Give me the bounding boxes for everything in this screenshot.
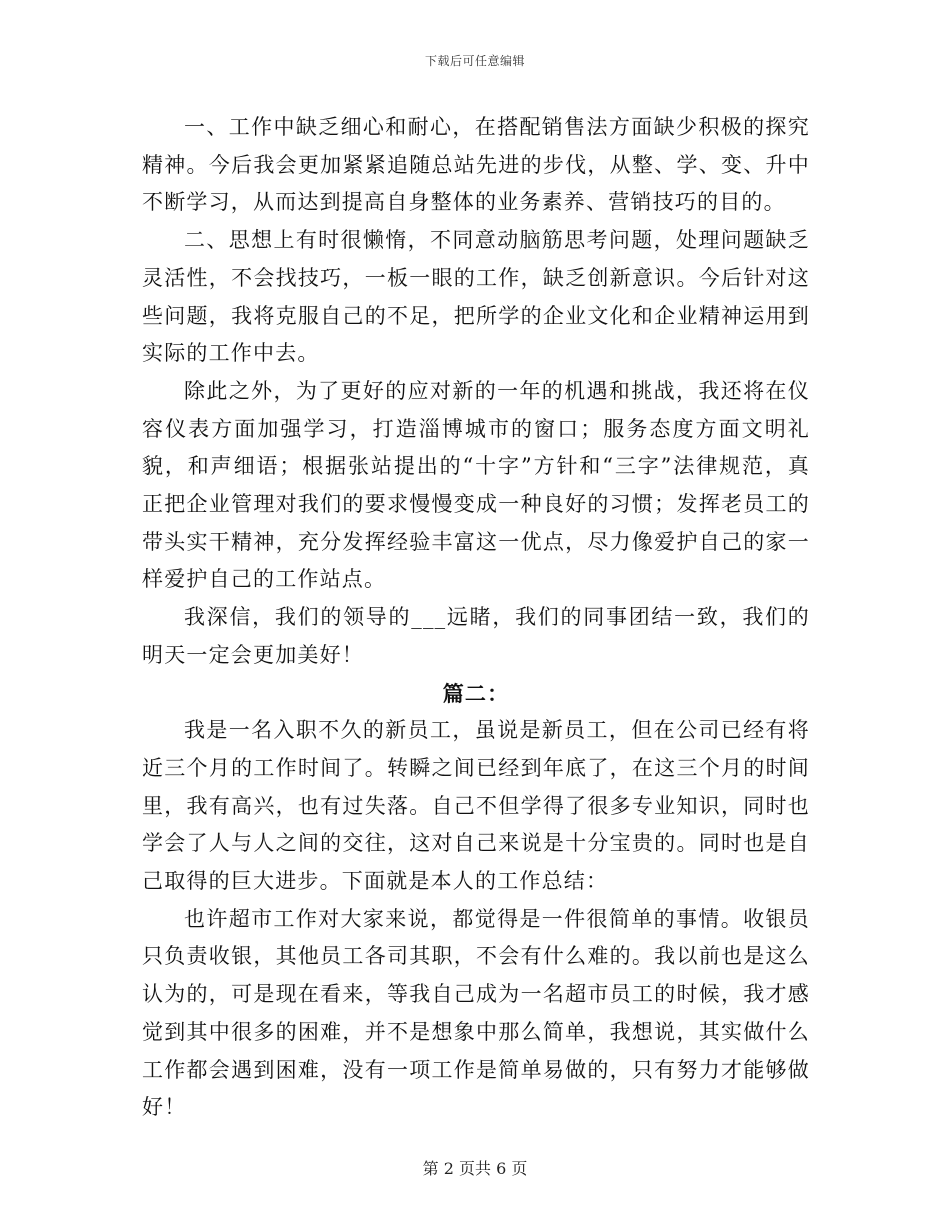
paragraph: 也许超市工作对大家来说，都觉得是一件很简单的事情。收银员只负责收银，其他员工各司其职，不会有什么难的。我以前也是这么认为的，可是现在看来，等我自己成为一名超市员工的时候，我才感觉到其中很多的困难，并不是想象中那么简单，我想说，其实做什么工作都会遇到困难，没有一项工作是简单易做的，只有努力才能够做好！ (142, 906, 810, 1120)
document-body (142, 109, 810, 1127)
section-title: 篇二： (442, 680, 510, 706)
paragraph: 二、思想上有时很懒惰，不同意动脑筋思考问题，处理问题缺乏灵活性，不会找技巧，一板一眼的工作，缺乏创新意识。今后针对这些问题，我将克服自己的不足，把所学的企业文化和企业精神运用到实际的工作中去。 (142, 228, 810, 366)
page-number: 第 2 页共 6 页 (422, 1159, 528, 1178)
paragraph: 除此之外，为了更好的应对新的一年的机遇和挑战，我还将在仪容仪表方面加强学习，打造淄博城市的窗口；服务态度方面文明礼貌，和声细语；根据张站提出的“十字”方针和“三字”法律规范，真正把企业管理对我们的要求慢慢变成一种良好的习惯；发挥老员工的带头实干精神，充分发挥经验丰富这一优点，尽力像爱护自己的家一样爱护自己的工作站点。 (142, 378, 810, 592)
paragraph: 我深信，我们的领导的___远睹，我们的同事团结一致，我们的明天一定会更加美好！ (142, 605, 810, 667)
paragraph: 一、工作中缺乏细心和耐心，在搭配销售法方面缺少积极的探究精神。今后我会更加紧紧追随总站先进的步伐，从整、学、变、升中不断学习，从而达到提高自身整体的业务素养、营销技巧的目的。 (142, 115, 810, 215)
paragraph: 我是一名入职不久的新员工，虽说是新员工，但在公司已经有将近三个月的工作时间了。转瞬之间已经到年底了，在这三个月的时间里，我有高兴，也有过失落。自己不但学得了很多专业知识，同时也学会了人与人之间的交往，这对自己来说是十分宝贵的。同时也是自己取得的巨大进步。下面就是本人的工作总结： (142, 718, 810, 894)
page-header: 下载后可任意编辑 (424, 54, 525, 68)
